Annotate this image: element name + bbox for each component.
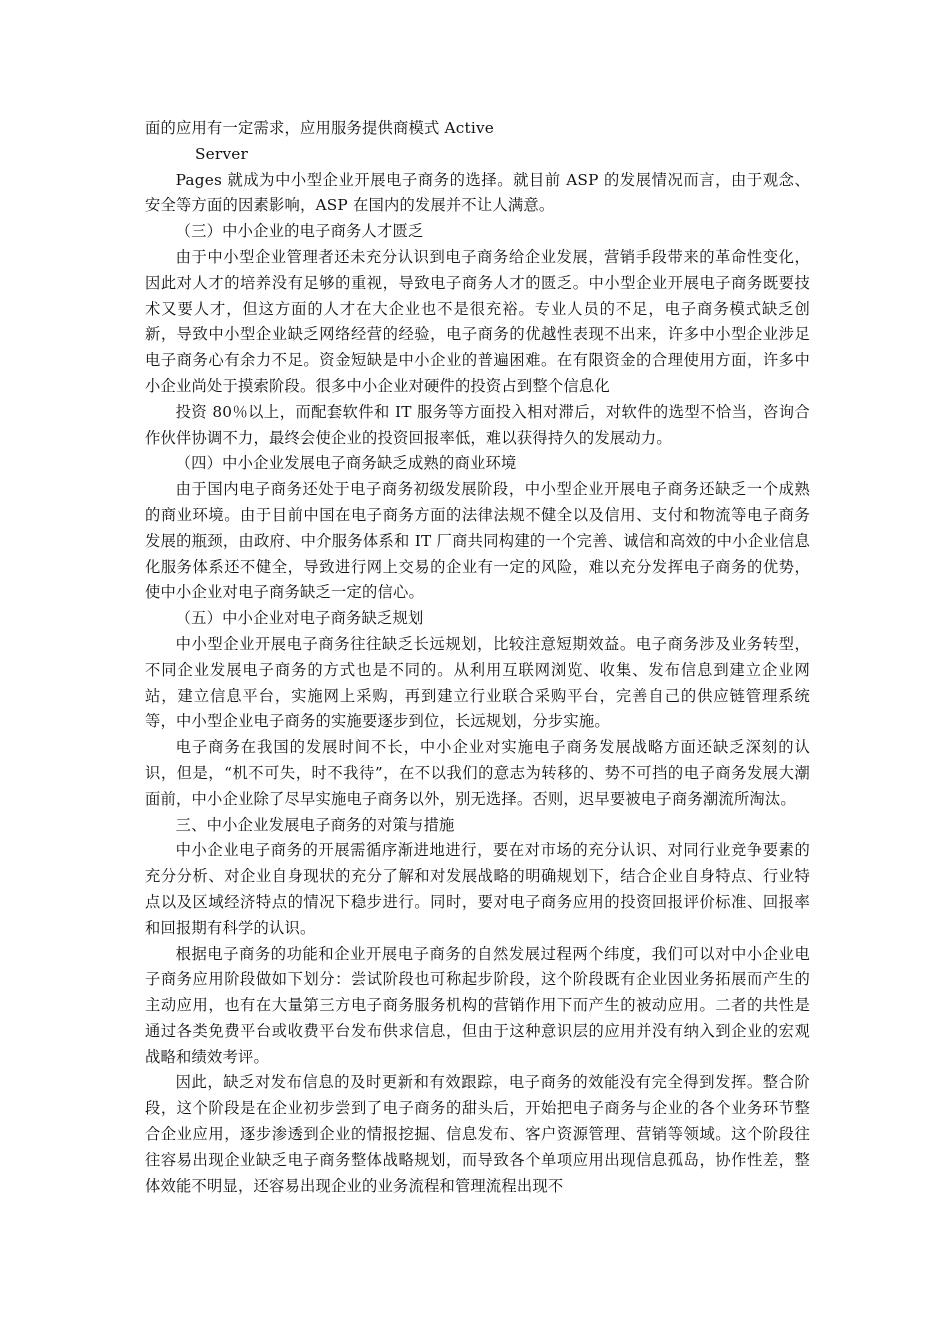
paragraph-stages: 根据电子商务的功能和企业开展电子商务的自然发展过程两个纬度，我们可以对中小企业电子商务应用阶段做如下划分：尝试阶段也可称起步阶段，这个阶段既有企业因业务拓展而产生的主动应用，也有在大量第三方电子商务服务机构的营销作用下而产生的被动应用。二者的共性是通过各类免费平台或收费平台发布供求信息，但由于这种意识层的应用并没有纳入到企业的宏观战略和绩效考评。 xyxy=(145,944,810,1066)
paragraph-development: 电子商务在我国的发展时间不长，中小企业对实施电子商务发展战略方面还缺乏深刻的认识，但是，“机不可失，时不我待”，在不以我们的意志为转移的、势不可挡的电子商务发展大潮面前，中小企业除了尽早实施电子商务以外，别无选择。否则，迟早要被电子商务潮流所淘汰。 xyxy=(145,738,810,808)
paragraph-integration: 因此，缺乏对发布信息的及时更新和有效跟踪，电子商务的效能没有完全得到发挥。整合阶段，这个阶段是在企业初步尝到了电子商务的甜头后，开始把电子商务与企业的各个业务环节整合企业应用，逐步渗透到企业的情报挖掘、信息发布、客户资源管理、营销等领域。这个阶段往往容易出现企业缺乏电子商务整体战略规划，而导致各个单项应用出现信息孤岛，协作性差，整体效能不明显，还容易出现企业的业务流程和管理流程出现不 xyxy=(145,1073,810,1195)
paragraph-server: Server xyxy=(195,144,249,163)
paragraph-continuation: 面的应用有一定需求，应用服务提供商模式 Active xyxy=(145,119,495,137)
heading-business-environment: （四）中小企业发展电子商务缺乏成熟的商业环境 xyxy=(175,454,517,473)
heading-measures: 三、中小企业发展电子商务的对策与措施 xyxy=(175,815,455,834)
paragraph-investment: 投资 80％以上，而配套软件和 IT 服务等方面投入相对滞后，对软件的选型不恰当，咨询合作伙伴协调不力，最终会使企业的投资回报率低，难以获得持久的发展动力。 xyxy=(145,402,810,447)
paragraph-planning: 中小型企业开展电子商务往往缺乏长远规划，比较注意短期效益。电子商务涉及业务转型，不同企业发展电子商务的方式也是不同的。从利用互联网浏览、收集、发布信息到建立企业网站，建立信息平台，实施网上采购，再到建立行业联合采购平台，完善自己的供应链管理系统等，中小型企业电子商务的实施要逐步到位，长远规划，分步实施。 xyxy=(145,634,810,731)
paragraph-asp: Pages 就成为中小型企业开展电子商务的选择。就目前 ASP 的发展情况而言，由于观念、安全等方面的因素影响，ASP 在国内的发展并不让人满意。 xyxy=(145,170,810,215)
heading-talent-shortage: （三）中小企业的电子商务人才匮乏 xyxy=(175,222,424,241)
paragraph-talent: 由于中小型企业管理者还未充分认识到电子商务给企业发展，营销手段带来的革命性变化，因此对人才的培养没有足够的重视，导致电子商务人才的匮乏。中小型企业开展电子商务既要技术又要人才，但这方面的人才在大企业也不是很充裕。专业人员的不足，电子商务模式缺乏创新，导致中小型企业缺乏网络经营的经验，电子商务的优越性表现不出来，许多中小型企业涉足电子商务心有余力不足。资金短缺是中小企业的普遍困难。在有限资金的合理使用方面，许多中小企业尚处于摸索阶段。很多中小企业对硬件的投资占到整个信息化 xyxy=(145,247,810,395)
paragraph-measures: 中小企业电子商务的开展需循序渐进地进行，要在对市场的充分认识、对同行业竞争要素的充分分析、对企业自身现状的充分了解和对发展战略的明确规划下，结合企业自身特点、行业特点以及区域经济特点的情况下稳步进行。同时，要对电子商务应用的投资回报评价标准、回报率和回报期有科学的认识。 xyxy=(145,841,810,937)
paragraph-environment: 由于国内电子商务还处于电子商务初级发展阶段，中小型企业开展电子商务还缺乏一个成熟的商业环境。由于目前中国在电子商务方面的法律法规不健全以及信用、支付和物流等电子商务发展的瓶颈，由政府、中介服务体系和 IT 厂商共同构建的一个完善、诚信和高效的中小企业信息化服务体系还不健全，导致进行网上交易的企业有一定的风险，难以充分发挥电子商务的优势，使中小企业对电子商务缺乏一定的信心。 xyxy=(145,480,810,602)
heading-planning: （五）中小企业对电子商务缺乏规划 xyxy=(175,609,424,628)
